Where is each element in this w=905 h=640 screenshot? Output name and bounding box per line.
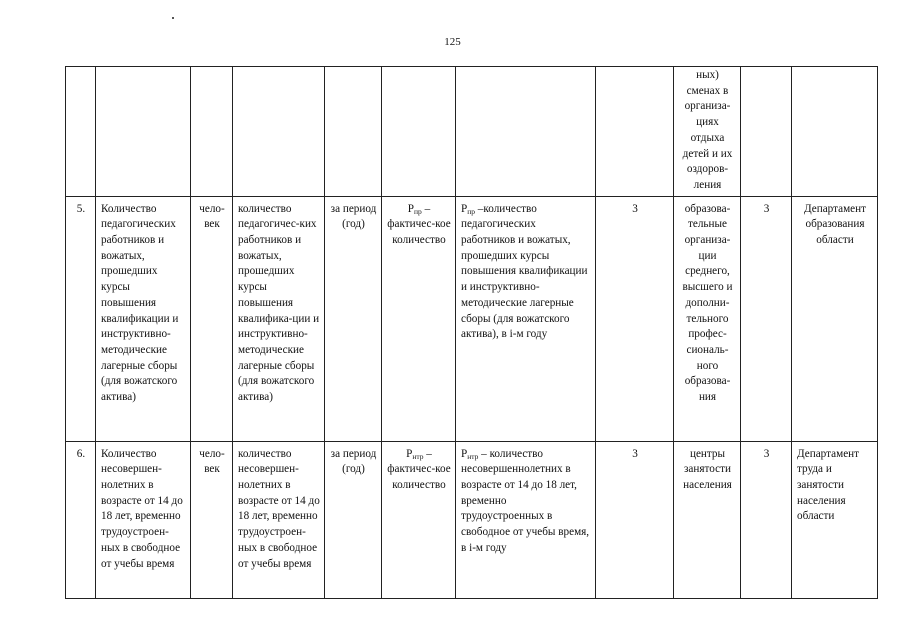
cell-num [66, 67, 96, 197]
variable-text: –количество педагогических работников и вожатых, прошедших курсы повышения квалификации и инструктивно-методические лагерные сборы (для вожатского актива), в i-м году [461, 202, 588, 341]
cell-method-code: 3 [596, 441, 674, 598]
formula-subscript: пр [414, 206, 422, 216]
cell-unit: чело-век [191, 196, 233, 441]
variable-subscript: пр [467, 206, 475, 216]
variable-subscript: нтр [467, 451, 479, 461]
cell-method-code: 3 [596, 196, 674, 441]
formula-text: – фактичес-кое количество [387, 447, 451, 492]
formula-text: – фактичес-кое количество [387, 202, 451, 247]
page-number: 125 [444, 36, 461, 48]
cell-variables [456, 441, 596, 598]
cell-period: за период (год) [325, 441, 382, 598]
cell-organizations: образова-тельные организа-ции среднего, высшего и дополни-тельного профес-сиональ-ного образова-ния [674, 196, 741, 441]
table-row-continuation [66, 67, 878, 197]
cell-responsible: Департамент труда и занятости населения области [792, 441, 878, 598]
cell-num: 5. [66, 196, 96, 441]
cell-formula [382, 67, 456, 197]
table-row [66, 196, 878, 441]
cell-source-code: 3 [741, 196, 792, 441]
table-row [66, 441, 878, 598]
cell-responsible [792, 67, 878, 197]
cell-definition [233, 67, 325, 197]
formula-subscript: нтр [412, 451, 424, 461]
cell-definition: количество несовершен-нолетних в возрасте от 14 до 18 лет, временно трудоустроен-ных в свободное от учебы время [233, 441, 325, 598]
cell-source-code [741, 67, 792, 197]
formula-symbol: P [407, 202, 415, 215]
formula-symbol: P [406, 447, 413, 460]
cell-definition: количество педагогичес-ких работников и вожатых, прошедших курсы повышения квалифика-ции и инструктивно-методические лагерные сборы (для вожатского актива) [233, 196, 325, 441]
cell-organizations: ных) сменах в организа-циях отдыха детей и их оздоров-ления [674, 67, 741, 197]
scan-dot [172, 17, 174, 19]
variable-symbol: P [461, 447, 468, 460]
cell-indicator [96, 67, 191, 197]
cell-organizations: центры занятости населения [674, 441, 741, 598]
cell-period [325, 67, 382, 197]
indicators-table [65, 66, 878, 599]
variable-symbol: P [461, 202, 468, 215]
cell-variables [456, 196, 596, 441]
cell-source-code: 3 [741, 441, 792, 598]
cell-unit: чело-век [191, 441, 233, 598]
cell-period: за период (год) [325, 196, 382, 441]
cell-num: 6. [66, 441, 96, 598]
cell-method-code [596, 67, 674, 197]
cell-variables [456, 67, 596, 197]
cell-formula [382, 441, 456, 598]
cell-responsible: Департамент образования области [792, 196, 878, 441]
cell-indicator: Количество несовершен-нолетних в возрасте от 14 до 18 лет, временно трудоустроен-ных в свободное от учебы время [96, 441, 191, 598]
cell-formula [382, 196, 456, 441]
variable-text: – количество несовершеннолетних в возрасте от 14 до 18 лет, временно трудоустроенных в свободное от учебы время, в i-м году [461, 447, 590, 554]
cell-unit [191, 67, 233, 197]
cell-indicator: Количество педагогических работников и вожатых, прошедших курсы повышения квалификации и инструктивно-методические лагерные сборы (для вожатского актива) [96, 196, 191, 441]
